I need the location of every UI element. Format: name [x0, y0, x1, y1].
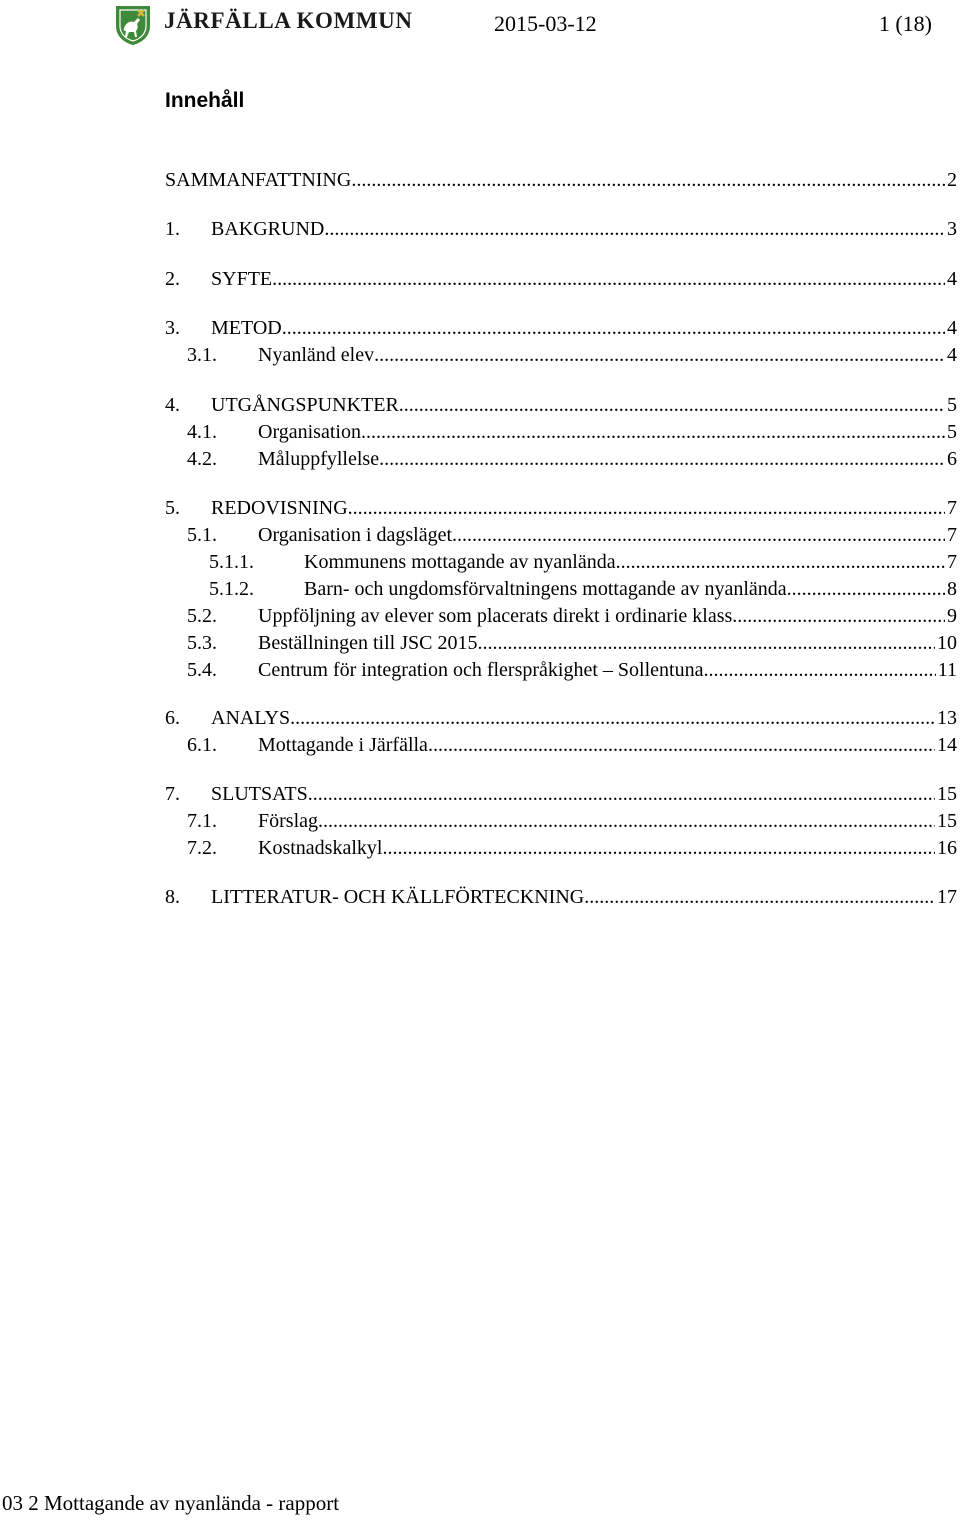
toc-entry-text: Barn- och ungdomsförvaltningens mottagande av nyanlända: [304, 578, 787, 600]
toc-entry-page: 15: [937, 783, 957, 805]
toc-entry-number: 3.1.: [187, 344, 217, 366]
toc-entry[interactable]: [209, 549, 957, 576]
toc-entry-number: 7.: [165, 783, 180, 805]
toc-entry-page: 10: [937, 632, 957, 654]
toc-leader: [399, 392, 945, 419]
toc-entry-page: 7: [947, 497, 957, 519]
toc-entry-text: LITTERATUR- OCH KÄLLFÖRTECKNING: [211, 886, 585, 908]
municipality-name: JÄRFÄLLA KOMMUN: [164, 8, 413, 33]
toc-leader: [318, 808, 935, 835]
toc-entry-number: 5.1.1.: [209, 551, 254, 573]
toc-entry-page: 4: [947, 268, 957, 290]
toc-entry-text: Organisation: [258, 421, 361, 443]
coat-of-arms-icon: [114, 4, 152, 46]
toc-entry[interactable]: [209, 576, 957, 603]
toc-entry-number: 5.1.2.: [209, 578, 254, 600]
toc-entry-number: 3.: [165, 317, 180, 339]
toc-entry[interactable]: [165, 495, 957, 522]
toc-entry[interactable]: [165, 392, 957, 419]
toc-entry-text: Kommunens mottagande av nyanlända: [304, 551, 616, 573]
toc-entry-page: 16: [937, 837, 957, 859]
page-footer: 03 2 Mottagande av nyanlända - rapport: [2, 1491, 340, 1515]
toc-entry[interactable]: [187, 419, 957, 446]
toc-entry[interactable]: [187, 603, 957, 630]
toc-entry[interactable]: [165, 315, 957, 342]
toc-entry[interactable]: [187, 835, 957, 862]
toc-leader: [584, 884, 935, 911]
toc-leader: [732, 603, 945, 630]
toc-entry-page: 9: [947, 605, 957, 627]
toc-entry[interactable]: [165, 781, 957, 808]
toc-entry-number: 5.1.: [187, 524, 217, 546]
toc-entry[interactable]: [187, 808, 957, 835]
toc-entry-text: SYFTE: [211, 268, 273, 290]
toc-entry-text: Beställningen till JSC 2015: [258, 632, 478, 654]
toc-entry-text: Kostnadskalkyl: [258, 837, 383, 859]
toc-entry[interactable]: [187, 732, 957, 759]
toc-entry-page: 15: [937, 810, 957, 832]
toc-leader: [452, 522, 945, 549]
toc-entry-number: 5.3.: [187, 632, 217, 654]
document-date: 2015-03-12: [494, 11, 597, 36]
toc-leader: [361, 419, 945, 446]
toc-entry-number: 5.2.: [187, 605, 217, 627]
toc-entry-text: Centrum för integration och flerspråkighet – Sollentuna: [258, 659, 704, 681]
toc-entry[interactable]: [165, 884, 957, 911]
toc-leader: [351, 167, 945, 194]
toc-entry-page: 4: [947, 344, 957, 366]
toc-entry-page: 14: [937, 734, 957, 756]
toc-entry[interactable]: [165, 705, 957, 732]
toc-entry-number: 5.4.: [187, 659, 217, 681]
toc-entry-text: Måluppfyllelse: [258, 448, 380, 470]
toc-entry[interactable]: [187, 342, 957, 369]
toc-entry-number: 7.1.: [187, 810, 217, 832]
toc-leader: [272, 266, 945, 293]
toc-entry-text: Förslag: [258, 810, 318, 832]
toc-entry-page: 13: [937, 707, 957, 729]
toc-entry-number: 4.2.: [187, 448, 217, 470]
toc-entry[interactable]: [187, 657, 957, 684]
toc-entry-text: ANALYS: [211, 707, 291, 729]
toc-leader: [382, 835, 935, 862]
toc-entry-text: BAKGRUND: [211, 218, 325, 240]
toc-leader: [616, 549, 945, 576]
toc-entry-page: 3: [947, 218, 957, 240]
toc-entry-text: METOD: [211, 317, 282, 339]
toc-entry-number: 5.: [165, 497, 180, 519]
toc-entry-number: 6.: [165, 707, 180, 729]
toc-entry-page: 4: [947, 317, 957, 339]
toc-leader: [477, 630, 935, 657]
page-indicator: 1 (18): [878, 11, 932, 36]
toc-entry-page: 7: [947, 524, 957, 546]
toc-entry-page: 5: [947, 394, 957, 416]
toc-entry-page: 6: [947, 448, 957, 470]
toc-entry-number: 6.1.: [187, 734, 217, 756]
toc-leader: [379, 446, 945, 473]
toc-entry-text: Organisation i dagsläget: [258, 524, 453, 546]
toc-entry[interactable]: [187, 446, 957, 473]
toc-entry-number: 4.: [165, 394, 180, 416]
toc-entry-page: 7: [947, 551, 957, 573]
toc-leader: [703, 657, 935, 684]
toc-entry-page: 8: [947, 578, 957, 600]
toc-entry-text: SLUTSATS: [211, 783, 308, 805]
page-header: [0, 0, 960, 60]
toc-entry[interactable]: [165, 167, 957, 194]
toc-leader: [428, 732, 935, 759]
toc-entry-number: 8.: [165, 886, 180, 908]
toc-entry-text: SAMMANFATTNING: [165, 169, 352, 191]
toc-leader: [787, 576, 945, 603]
toc-entry-number: 1.: [165, 218, 180, 240]
toc-leader: [308, 781, 935, 808]
toc-title: Innehåll: [165, 89, 245, 112]
toc-entry[interactable]: [187, 630, 957, 657]
toc-entry-page: 17: [937, 886, 957, 908]
toc-leader: [290, 705, 935, 732]
toc-entry-text: UTGÅNGSPUNKTER: [211, 394, 399, 416]
toc-entry-page: 2: [947, 169, 957, 191]
toc-entry-number: 4.1.: [187, 421, 217, 443]
toc-leader: [348, 495, 945, 522]
toc-entry-text: Uppföljning av elever som placerats direkt i ordinarie klass: [258, 605, 733, 627]
toc-entry-text: REDOVISNING: [211, 497, 348, 519]
toc-entry[interactable]: [165, 266, 957, 293]
toc-entry-number: 2.: [165, 268, 180, 290]
toc-entry-page: 11: [937, 659, 957, 681]
toc-entry[interactable]: [187, 522, 957, 549]
toc-entry[interactable]: [165, 216, 957, 243]
toc-leader: [374, 342, 945, 369]
toc-leader: [324, 216, 945, 243]
toc-entry-page: 5: [947, 421, 957, 443]
toc-entry-text: Mottagande i Järfälla: [258, 734, 428, 756]
toc-entry-number: 7.2.: [187, 837, 217, 859]
toc-entry-text: Nyanländ elev: [258, 344, 375, 366]
toc-leader: [282, 315, 945, 342]
